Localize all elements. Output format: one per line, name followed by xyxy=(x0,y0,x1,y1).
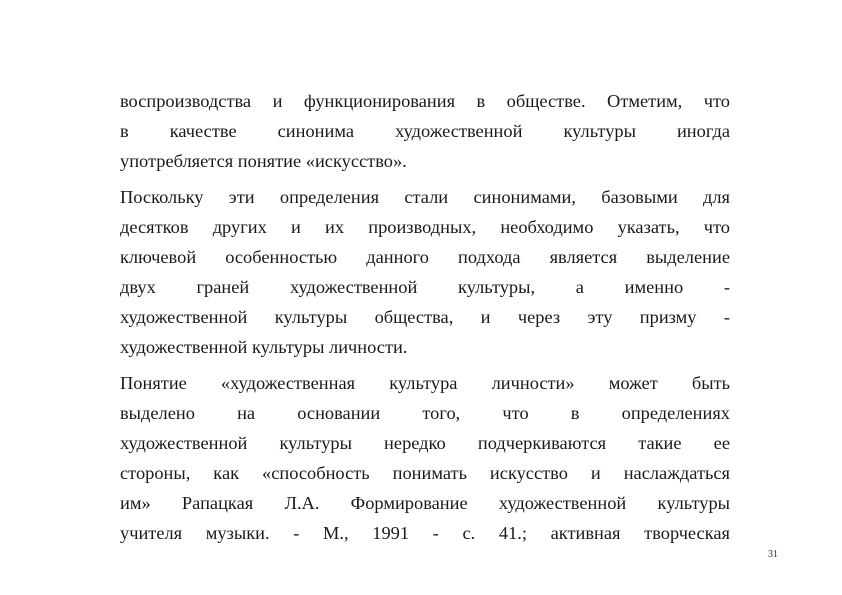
paragraph xyxy=(120,368,730,548)
text-line: им» Рапацкая Л.А. Формирование художественной культуры xyxy=(120,493,730,513)
text-line: художественной культуры общества, и через эту призму - xyxy=(120,307,730,327)
text-line: воспроизводства и функционирования в обществе. Отметим, что xyxy=(120,91,730,111)
body-text xyxy=(120,86,730,548)
page-number: 31 xyxy=(768,549,778,560)
text-line: выделено на основании того, что в определениях xyxy=(120,403,730,423)
text-line: художественной культуры нередко подчеркиваются такие ее xyxy=(120,433,730,453)
text-line: ключевой особенностью данного подхода является выделение xyxy=(120,247,730,267)
text-line: Поскольку эти определения стали синонимами, базовыми для xyxy=(120,187,730,207)
text-line: художественной культуры личности. xyxy=(120,337,408,357)
text-line: двух граней художественной культуры, а именно - xyxy=(120,277,730,297)
text-line: употребляется понятие «искусство». xyxy=(120,151,407,171)
paragraph xyxy=(120,182,730,362)
text-line: стороны, как «способность понимать искусство и наслаждаться xyxy=(120,463,730,483)
paragraph xyxy=(120,86,730,176)
text-line: десятков других и их производных, необходимо указать, что xyxy=(120,217,730,237)
text-line: учителя музыки. - М., 1991 - с. 41.; активная творческая xyxy=(120,523,730,543)
text-line: в качестве синонима художественной культуры иногда xyxy=(120,121,730,141)
text-line: Понятие «художественная культура личности» может быть xyxy=(120,373,730,393)
